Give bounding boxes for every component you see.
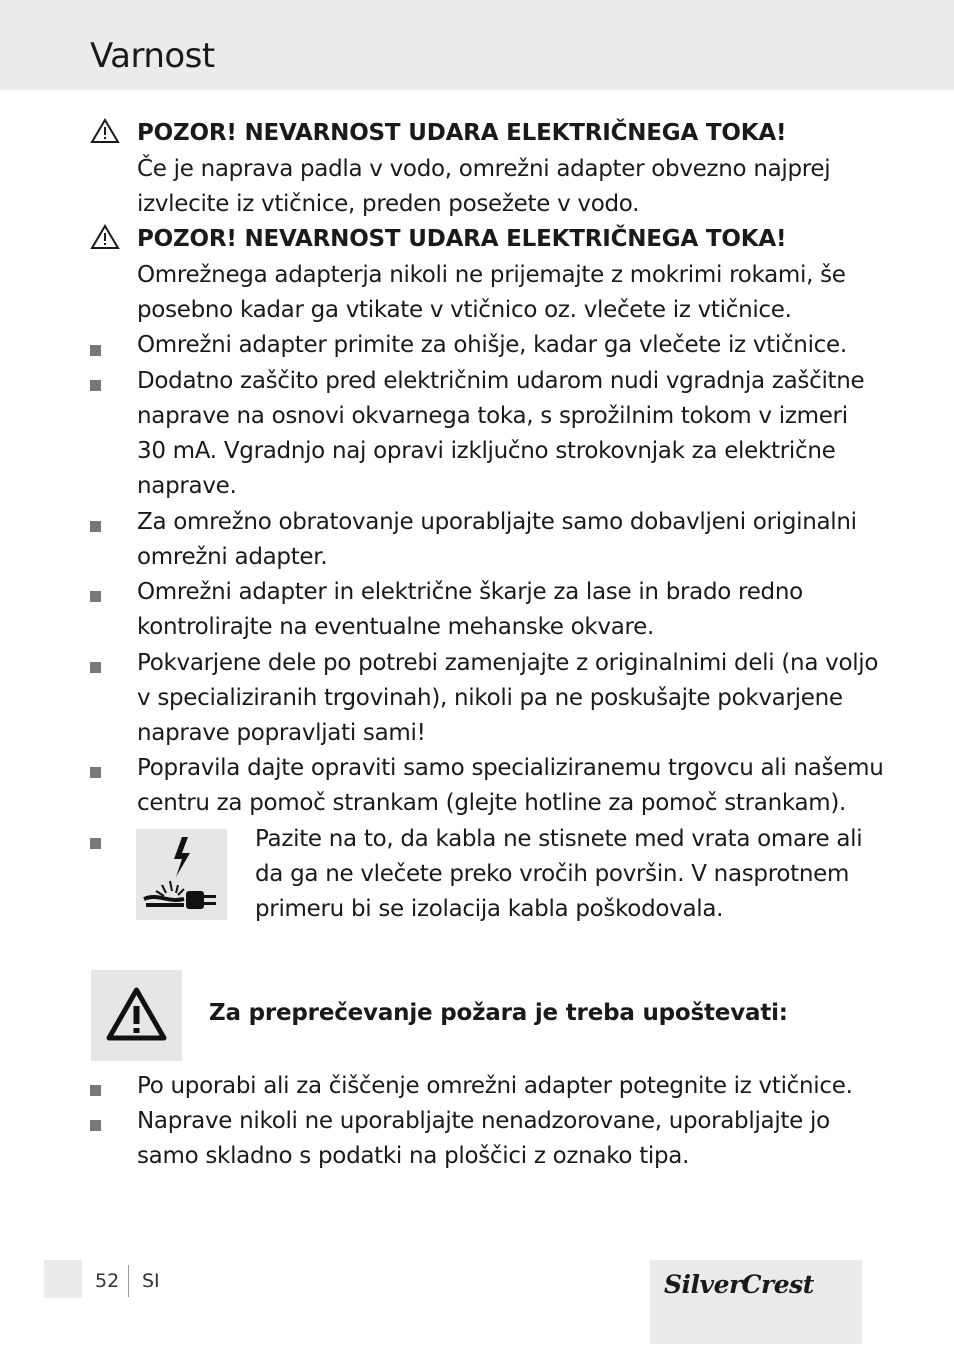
fire-warning-box <box>91 970 182 1061</box>
list-item: naprave na osnovi okvarnega toka, s sprožilnim tokom v izmeri <box>137 403 848 429</box>
list-item: Omrežni adapter primite za ohišje, kadar ga vlečete iz vtičnice. <box>137 332 847 358</box>
warning-heading: POZOR! NEVARNOST UDARA ELEKTRIČNEGA TOKA! <box>137 226 787 252</box>
list-item: centru za pomoč strankam (glejte hotline za pomoč strankam). <box>137 790 847 816</box>
bullet-marker <box>90 1085 101 1096</box>
list-item: Popravila dajte opraviti samo specializiranemu trgovcu ali našemu <box>137 755 884 781</box>
list-item: Pokvarjene dele po potrebi zamenjajte z originalnimi deli (na voljo <box>137 650 879 676</box>
footer-marker <box>44 1260 82 1298</box>
footer-divider <box>128 1265 129 1297</box>
warning-text: Če je naprava padla v vodo, omrežni adapter obvezno najprej <box>137 156 831 182</box>
list-item: samo skladno s podatki na ploščici z oznako tipa. <box>137 1143 690 1169</box>
page-title: Varnost <box>90 36 215 76</box>
bullet-marker <box>90 380 101 391</box>
list-item: Omrežni adapter in električne škarje za lase in brado redno <box>137 579 803 605</box>
bullet-marker <box>90 1120 101 1131</box>
bullet-marker <box>90 838 101 849</box>
list-item: naprave popravljati sami! <box>137 720 426 746</box>
list-item: Dodatno zaščito pred električnim udarom nudi vgradnja zaščitne <box>137 368 865 394</box>
brand-logo: SilverCrest <box>664 1270 814 1299</box>
list-item: primeru bi se izolacija kabla poškodovala. <box>255 896 724 922</box>
warning-triangle-icon <box>90 224 120 250</box>
warning-heading: POZOR! NEVARNOST UDARA ELEKTRIČNEGA TOKA! <box>137 120 787 146</box>
warning-text: Omrežnega adapterja nikoli ne prijemajte z mokrimi rokami, še <box>137 262 846 288</box>
warning-text: izvlecite iz vtičnice, preden posežete v vodo. <box>137 191 640 217</box>
list-item: 30 mA. Vgradnjo naj opravi izključno strokovnjak za električne <box>137 438 836 464</box>
warning-triangle-icon <box>91 970 182 1061</box>
list-item: Po uporabi ali za čiščenje omrežni adapter potegnite iz vtičnice. <box>137 1073 853 1099</box>
list-item: Za omrežno obratovanje uporabljajte samo dobavljeni originalni <box>137 509 857 535</box>
list-item: omrežni adapter. <box>137 544 328 570</box>
list-item: naprave. <box>137 473 237 499</box>
cable-damage-icon <box>136 829 227 920</box>
list-item: Pazite na to, da kabla ne stisnete med vrata omare ali <box>255 826 863 852</box>
warning-text: posebno kadar ga vtikate v vtičnico oz. vlečete iz vtičnice. <box>137 297 792 323</box>
bullet-marker <box>90 662 101 673</box>
list-item: Naprave nikoli ne uporabljajte nenadzorovane, uporabljajte jo <box>137 1108 830 1134</box>
list-item: da ga ne vlečete preko vročih površin. V nasprotnem <box>255 861 850 887</box>
language-code: SI <box>142 1270 160 1292</box>
list-item: kontrolirajte na eventualne mehanske okvare. <box>137 614 655 640</box>
page-number: 52 <box>95 1270 120 1292</box>
list-item: v specializiranih trgovinah), nikoli pa ne poskušajte pokvarjene <box>137 685 843 711</box>
fire-section-heading: Za preprečevanje požara je treba upoštevati: <box>209 1000 788 1026</box>
bullet-marker <box>90 345 101 356</box>
bullet-marker <box>90 767 101 778</box>
bullet-marker <box>90 521 101 532</box>
bullet-marker <box>90 591 101 602</box>
warning-triangle-icon <box>90 118 120 144</box>
